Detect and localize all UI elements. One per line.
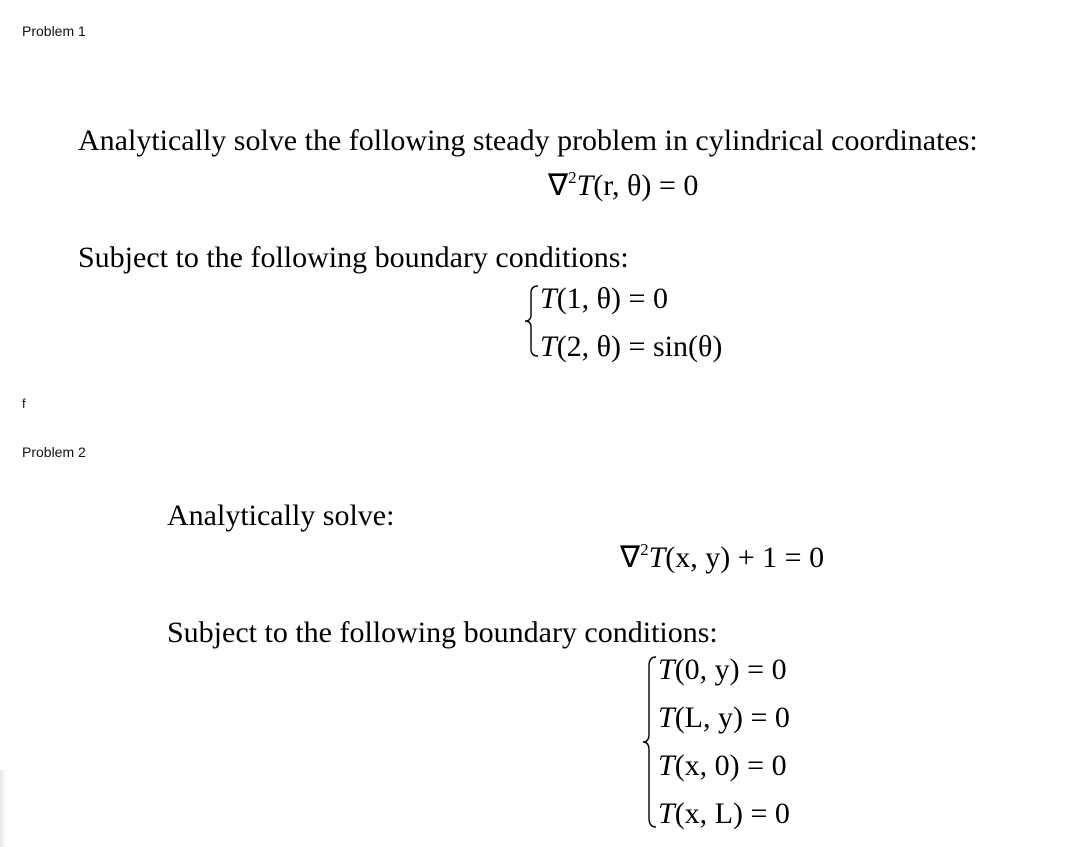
problem-1-heading: Problem 1 — [22, 23, 86, 39]
problem-1-equation — [548, 168, 698, 203]
equation-args: (r, θ) = 0 — [593, 169, 699, 202]
problem-2-bc-1 — [658, 653, 787, 687]
bc-rest: (x, 0) = 0 — [674, 749, 787, 782]
problem-1-bc-intro: Subject to the following boundary conditions: — [78, 241, 629, 274]
superscript: 2 — [640, 540, 649, 559]
bc-rest: (x, L) = 0 — [674, 797, 790, 830]
bc-rest: (L, y) = 0 — [674, 701, 790, 734]
equation-args: (x, y) + 1 = 0 — [665, 541, 825, 574]
left-brace-icon — [523, 285, 539, 357]
left-brace-icon — [641, 656, 657, 828]
problem-2-bc-intro: Subject to the following boundary conditions: — [167, 616, 718, 649]
bc-rest: (1, θ) = 0 — [556, 282, 668, 315]
problem-2-equation — [620, 540, 824, 575]
problem-2-bc-2 — [658, 701, 790, 735]
nabla-symbol: ∇ — [620, 541, 641, 574]
problem-2-heading: Problem 2 — [22, 444, 86, 460]
problem-2-intro: Analytically solve: — [167, 499, 395, 532]
function-name: T — [540, 330, 557, 363]
nabla-symbol: ∇ — [548, 169, 569, 202]
function-name: T — [658, 749, 675, 782]
bc-rest: (0, y) = 0 — [674, 653, 787, 686]
bc-rest: (2, θ) = sin(θ) — [556, 330, 723, 363]
problem-1-intro: Analytically solve the following steady problem in cylindrical coordinates: — [78, 124, 978, 157]
function-name: T — [648, 541, 666, 574]
problem-1-bc-1 — [540, 282, 668, 316]
problem-2-bc-3 — [658, 749, 787, 783]
function-name: T — [658, 797, 675, 830]
superscript: 2 — [568, 168, 577, 187]
function-name: T — [576, 169, 594, 202]
stray-character: f — [22, 396, 26, 411]
problem-2-bc-4 — [658, 797, 790, 831]
problem-1-bc-2 — [540, 330, 722, 364]
function-name: T — [658, 653, 675, 686]
window-edge-shadow — [0, 770, 6, 847]
function-name: T — [658, 701, 675, 734]
function-name: T — [540, 282, 557, 315]
